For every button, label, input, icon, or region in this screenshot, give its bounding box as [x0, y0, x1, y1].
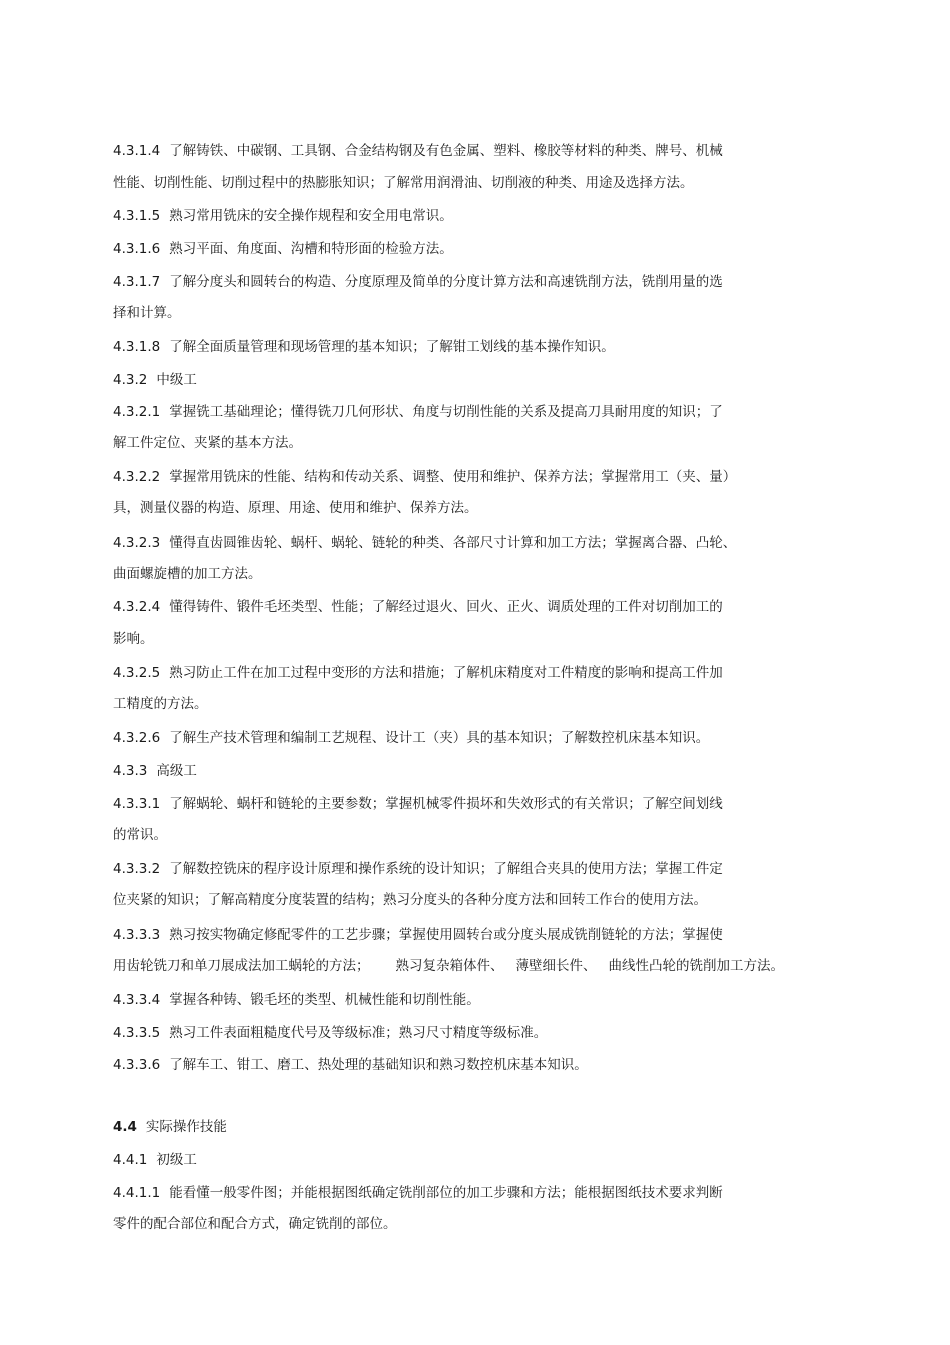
- clause-4-3-1-7-line-2: 择和计算。: [113, 305, 181, 321]
- clause-4-3-2-3-line-1: [113, 534, 736, 552]
- clause-4-4-1-1-line-2: 零件的配合部位和配合方式，确定铣削的部位。: [113, 1216, 397, 1232]
- heading-title: 中级工: [156, 372, 197, 388]
- clause-4-3-2-4-line-2: 影响。: [113, 631, 154, 647]
- heading-number: 4.3.3: [113, 763, 148, 779]
- clause-text: 熟习按实物确定修配零件的工艺步骤；掌握使用圆转台或分度头展成铣削链轮的方法；掌握使: [169, 927, 723, 943]
- clause-number: 4.3.1.6: [113, 241, 161, 257]
- clause-4-3-3-2-line-1: [113, 860, 723, 878]
- clause-text: 了解数控铣床的程序设计原理和操作系统的设计知识；了解组合夹具的使用方法；掌握工件定: [169, 861, 723, 877]
- clause-4-3-3-3-line-1: [113, 926, 723, 944]
- heading-title: 高级工: [156, 763, 197, 779]
- heading-4-4-1: [113, 1151, 197, 1169]
- clause-number: 4.3.2.2: [113, 469, 161, 485]
- clause-text: 了解分度头和圆转台的构造、分度原理及简单的分度计算方法和高速铣削方法，铣削用量的选: [169, 274, 723, 290]
- heading-number: 4.4: [113, 1119, 137, 1135]
- clause-text: 熟习防止工件在加工过程中变形的方法和措施；了解机床精度对工件精度的影响和提高工件加: [169, 665, 723, 681]
- heading-number: 4.4.1: [113, 1152, 148, 1168]
- heading-title: 初级工: [156, 1152, 197, 1168]
- clause-4-3-2-1-line-1: [113, 403, 723, 421]
- clause-text: 了解蜗轮、蜗杆和链轮的主要参数；掌握机械零件损坏和失效形式的有关常识；了解空间划线: [169, 796, 723, 812]
- clause-4-3-3-4: [113, 991, 480, 1009]
- clause-number: 4.3.3.6: [113, 1057, 161, 1073]
- clause-number: 4.3.2.1: [113, 404, 161, 420]
- clause-4-3-1-8: [113, 338, 615, 356]
- clause-text-part: 薄壁细长件、: [515, 958, 597, 974]
- clause-number: 4.4.1.1: [113, 1185, 161, 1201]
- clause-4-3-3-5: [113, 1024, 547, 1042]
- clause-4-3-3-1-line-2: 的常识。: [113, 827, 167, 843]
- clause-number: 4.3.2.5: [113, 665, 161, 681]
- clause-number: 4.3.3.1: [113, 796, 161, 812]
- clause-text: 了解生产技术管理和编制工艺规程、设计工（夹）具的基本知识；了解数控机床基本知识。: [169, 730, 710, 746]
- clause-4-3-2-4-line-1: [113, 598, 723, 616]
- clause-4-3-2-2-line-1: [113, 468, 736, 486]
- clause-number: 4.3.3.3: [113, 927, 161, 943]
- clause-text: 懂得直齿圆锥齿轮、蜗杆、蜗轮、链轮的种类、各部尺寸计算和加工方法；掌握离合器、凸轮、: [169, 535, 737, 551]
- clause-4-3-1-4-line-2: 性能、切削性能、切削过程中的热膨胀知识；了解常用润滑油、切削液的种类、用途及选择方法。: [113, 175, 694, 191]
- clause-4-3-2-5-line-2: 工精度的方法。: [113, 696, 208, 712]
- clause-4-3-3-6: [113, 1056, 588, 1074]
- clause-number: 4.3.3.2: [113, 861, 161, 877]
- heading-4-3-2: [113, 371, 197, 389]
- clause-number: 4.3.1.8: [113, 339, 161, 355]
- clause-text-part: 熟习复杂箱体件、: [395, 958, 504, 974]
- clause-number: 4.3.1.7: [113, 274, 161, 290]
- heading-title: 实际操作技能: [145, 1119, 227, 1135]
- clause-text: 了解车工、钳工、磨工、热处理的基础知识和熟习数控机床基本知识。: [169, 1057, 588, 1073]
- clause-text: 能看懂一般零件图；并能根据图纸确定铣削部位的加工步骤和方法；能根据图纸技术要求判断: [169, 1185, 723, 1201]
- clause-number: 4.3.2.6: [113, 730, 161, 746]
- clause-text: 懂得铸件、锻件毛坯类型、性能；了解经过退火、回火、正火、调质处理的工件对切削加工的: [169, 599, 723, 615]
- clause-number: 4.3.3.5: [113, 1025, 161, 1041]
- clause-number: 4.3.2.3: [113, 535, 161, 551]
- heading-4-4: [113, 1118, 227, 1136]
- clause-4-4-1-1-line-1: [113, 1184, 723, 1202]
- clause-4-3-1-5: [113, 207, 453, 225]
- clause-text: 熟习工件表面粗糙度代号及等级标准；熟习尺寸精度等级标准。: [169, 1025, 548, 1041]
- clause-text-part: 用齿轮铣刀和单刀展成法加工蜗轮的方法；: [113, 958, 370, 974]
- clause-number: 4.3.3.4: [113, 992, 161, 1008]
- clause-4-3-2-1-line-2: 解工件定位、夹紧的基本方法。: [113, 435, 302, 451]
- clause-text: 掌握常用铣床的性能、结构和传动关系、调整、使用和维护、保养方法；掌握常用工（夹、量）: [169, 469, 737, 485]
- clause-text: 了解全面质量管理和现场管理的基本知识；了解钳工划线的基本操作知识。: [169, 339, 615, 355]
- clause-4-3-1-7-line-1: [113, 273, 723, 291]
- clause-4-3-1-6: [113, 240, 453, 258]
- clause-4-3-3-1-line-1: [113, 795, 723, 813]
- clause-text: 了解铸铁、中碳钢、工具钢、合金结构钢及有色金属、塑料、橡胶等材料的种类、牌号、机械: [169, 143, 723, 159]
- clause-text: 熟习常用铣床的安全操作规程和安全用电常识。: [169, 208, 453, 224]
- clause-4-3-1-4-line-1: [113, 142, 723, 160]
- clause-4-3-3-3-line-2: [113, 957, 784, 975]
- clause-4-3-3-2-line-2: 位夹紧的知识；了解高精度分度装置的结构；熟习分度头的各种分度方法和回转工作台的使用方法。: [113, 892, 707, 908]
- clause-4-3-2-3-line-2: 曲面螺旋槽的加工方法。: [113, 566, 262, 582]
- clause-number: 4.3.2.4: [113, 599, 161, 615]
- clause-4-3-2-2-line-2: 具，测量仪器的构造、原理、用途、使用和维护、保养方法。: [113, 500, 478, 516]
- heading-4-3-3: [113, 762, 197, 780]
- clause-number: 4.3.1.5: [113, 208, 161, 224]
- clause-4-3-2-6: [113, 729, 709, 747]
- clause-text: 熟习平面、角度面、沟槽和特形面的检验方法。: [169, 241, 453, 257]
- clause-text: 掌握各种铸、锻毛坯的类型、机械性能和切削性能。: [169, 992, 480, 1008]
- clause-text-part: 曲线性凸轮的铣削加工方法。: [608, 958, 784, 974]
- clause-4-3-2-5-line-1: [113, 664, 723, 682]
- clause-text: 掌握铣工基础理论；懂得铣刀几何形状、角度与切削性能的关系及提高刀具耐用度的知识；了: [169, 404, 723, 420]
- heading-number: 4.3.2: [113, 372, 148, 388]
- clause-number: 4.3.1.4: [113, 143, 161, 159]
